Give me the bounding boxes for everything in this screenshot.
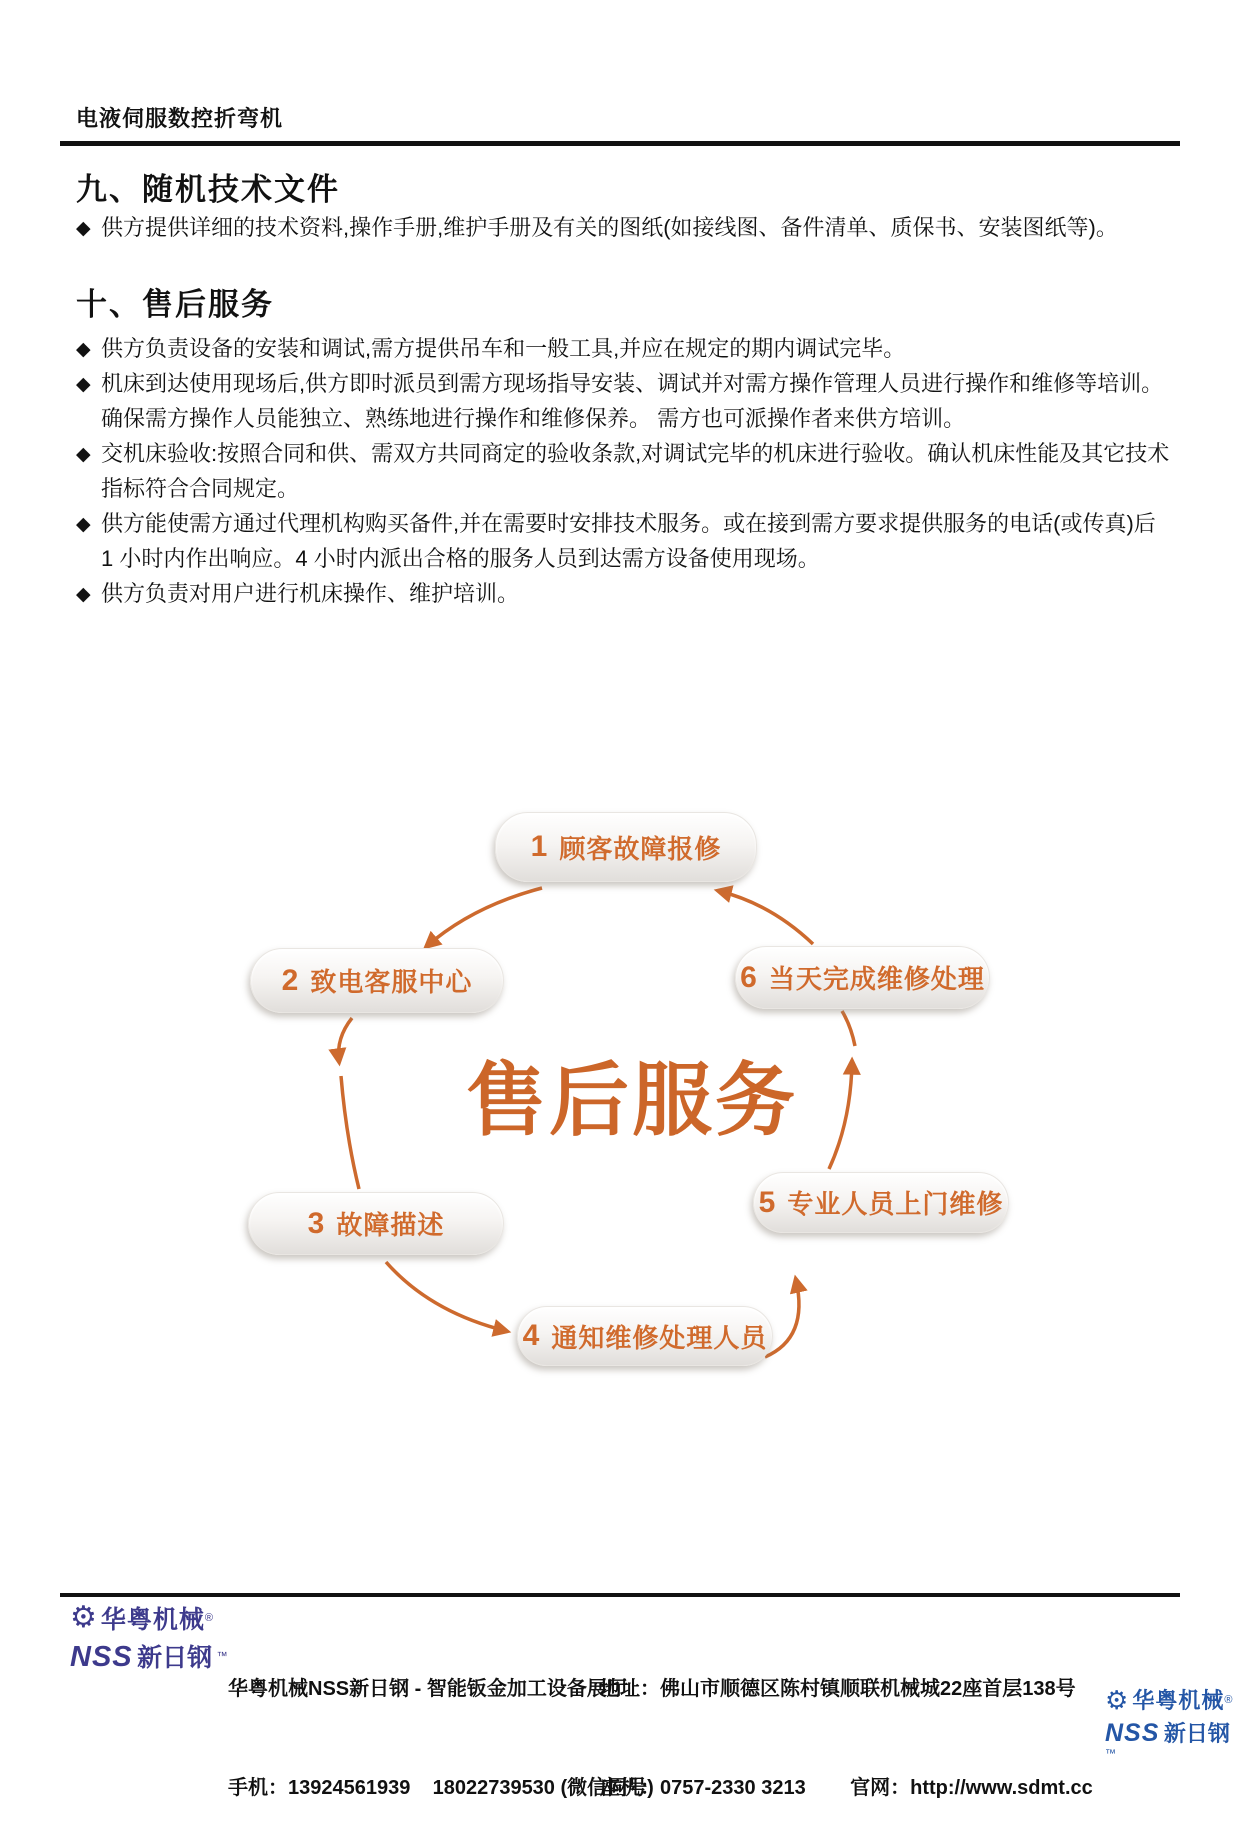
header-rule <box>60 141 1180 146</box>
section-10-body <box>76 331 1176 611</box>
gear-icon: ⚙ <box>1105 1684 1129 1715</box>
diamond-bullet-icon: ◆ <box>76 514 91 535</box>
arrow-5-to-6-head <box>829 1062 852 1169</box>
arrow-2-to-3-head <box>339 1018 352 1061</box>
flow-node-5 <box>753 1172 1009 1233</box>
flow-node-number: 1 <box>530 830 548 863</box>
flow-node-label: 致电客服中心 <box>310 967 473 997</box>
brand-name: 华粤机械 <box>1132 1688 1225 1713</box>
bullet-text: 机床到达使用现场后,供方即时派员到需方现场指导安装、调试并对需方操作管理人员进行操作和维修等培训。 <box>101 371 1164 396</box>
flow-node-label: 专业人员上门维修 <box>787 1189 1004 1219</box>
section-title-10: 十、售后服务 <box>76 287 274 322</box>
flow-node-label: 故障描述 <box>336 1210 445 1240</box>
bullet-text: 指标符合合同规定。 <box>101 476 300 501</box>
bullet-text: 交机床验收:按照合同和供、需双方共同商定的验收条款,对调试完毕的机床进行验收。确认机床性能及其它技术 <box>101 441 1170 466</box>
bullet-text: 供方提供详细的技术资料,操作手册,维护手册及有关的图纸(如接线图、备件清单、质保书、安装图纸等)。 <box>101 215 1118 240</box>
footer-logo-left <box>70 1600 228 1674</box>
footer-logo-bottom-right <box>1105 1684 1241 1768</box>
footer-address-line: 地址：佛山市顺德区陈村镇顺联机械城22座首层138号 <box>600 1678 1076 1700</box>
flow-node-2 <box>250 948 504 1013</box>
trademark-mark: ™ <box>1105 1748 1116 1760</box>
bullet-line <box>76 471 1176 506</box>
flow-center-title: 售后服务 <box>466 1053 798 1147</box>
flow-node-label: 顾客故障报修 <box>559 833 722 864</box>
gear-icon: ⚙ <box>70 1601 97 1634</box>
footer-rule <box>60 1593 1180 1597</box>
bullet-line <box>76 366 1176 401</box>
arrow-3-to-4 <box>386 1262 506 1331</box>
brand-name: 华粤机械 <box>100 1606 205 1634</box>
diamond-bullet-icon: ◆ <box>76 339 91 360</box>
flow-node-number: 4 <box>522 1319 540 1352</box>
footer-phone-website-line: 座机：0757-2330 3213 官网：http://www.sdmt.cc <box>600 1777 1093 1799</box>
diamond-bullet-icon: ◆ <box>76 584 91 605</box>
bullet-text: 供方负责设备的安装和调试,需方提供吊车和一般工具,并应在规定的期内调试完毕。 <box>101 336 906 361</box>
registered-mark: ® <box>204 1612 214 1624</box>
flow-node-number: 5 <box>758 1185 776 1219</box>
footer-info-left <box>228 1607 654 1838</box>
section-9-body <box>76 210 1176 245</box>
bullet-text: 1 小时内作出响应。4 小时内派出合格的服务人员到达需方设备使用现场。 <box>101 546 820 571</box>
bullet-line <box>76 331 1176 366</box>
flow-node-1 <box>495 812 757 882</box>
flow-node-number: 6 <box>740 960 757 994</box>
page-header-title: 电液伺服数控折弯机 <box>76 106 284 131</box>
trademark-mark: ™ <box>216 1650 228 1663</box>
flow-node-6 <box>735 946 990 1009</box>
bullet-text: 供方负责对用户进行机床操作、维护培训。 <box>101 581 520 606</box>
diamond-bullet-icon: ◆ <box>76 218 91 239</box>
registered-mark: ® <box>1224 1693 1233 1706</box>
bullet-line <box>76 541 1176 576</box>
brand-sub-cn: 新日钢 <box>137 1644 213 1672</box>
brand-sub-latin: NSS <box>1105 1719 1160 1747</box>
bullet-line <box>76 401 1176 436</box>
bullet-text: 确保需方操作人员能独立、熟练地进行操作和维修保养。 需方也可派操作者来供方培训。 <box>101 406 966 431</box>
flow-node-3 <box>248 1192 504 1255</box>
flow-node-4 <box>517 1306 773 1366</box>
bullet-line <box>76 506 1176 541</box>
diamond-bullet-icon: ◆ <box>76 374 91 395</box>
bullet-line <box>76 576 1176 611</box>
flow-node-label: 当天完成维修处理 <box>768 964 985 994</box>
footer-info-right <box>600 1607 1093 1838</box>
arrow-2-to-3-tail <box>341 1076 359 1189</box>
bullet-text: 供方能使需方通过代理机构购买备件,并在需要时安排技术服务。或在接到需方要求提供服务的电话(或传真)后 <box>101 511 1156 536</box>
arrow-1-to-2 <box>427 888 542 946</box>
footer-showroom-line: 华粤机械NSS新日钢 - 智能钣金加工设备展厅 <box>228 1678 627 1700</box>
diamond-bullet-icon: ◆ <box>76 444 91 465</box>
bullet-line <box>76 436 1176 471</box>
arrow-5-to-6-tail <box>842 1011 855 1046</box>
section-title-9: 九、随机技术文件 <box>76 172 340 207</box>
footer-mobile-line: 手机：13924561939 18022739530 (微信同号) <box>228 1777 654 1799</box>
flow-node-label: 通知维修处理人员 <box>551 1322 768 1353</box>
bullet-line <box>76 210 1176 245</box>
brand-sub-latin: NSS <box>70 1641 133 1673</box>
flow-node-number: 3 <box>307 1206 325 1240</box>
brand-sub-cn: 新日钢 <box>1163 1721 1230 1746</box>
arrow-6-to-1 <box>719 891 813 944</box>
flow-node-number: 2 <box>281 963 299 997</box>
